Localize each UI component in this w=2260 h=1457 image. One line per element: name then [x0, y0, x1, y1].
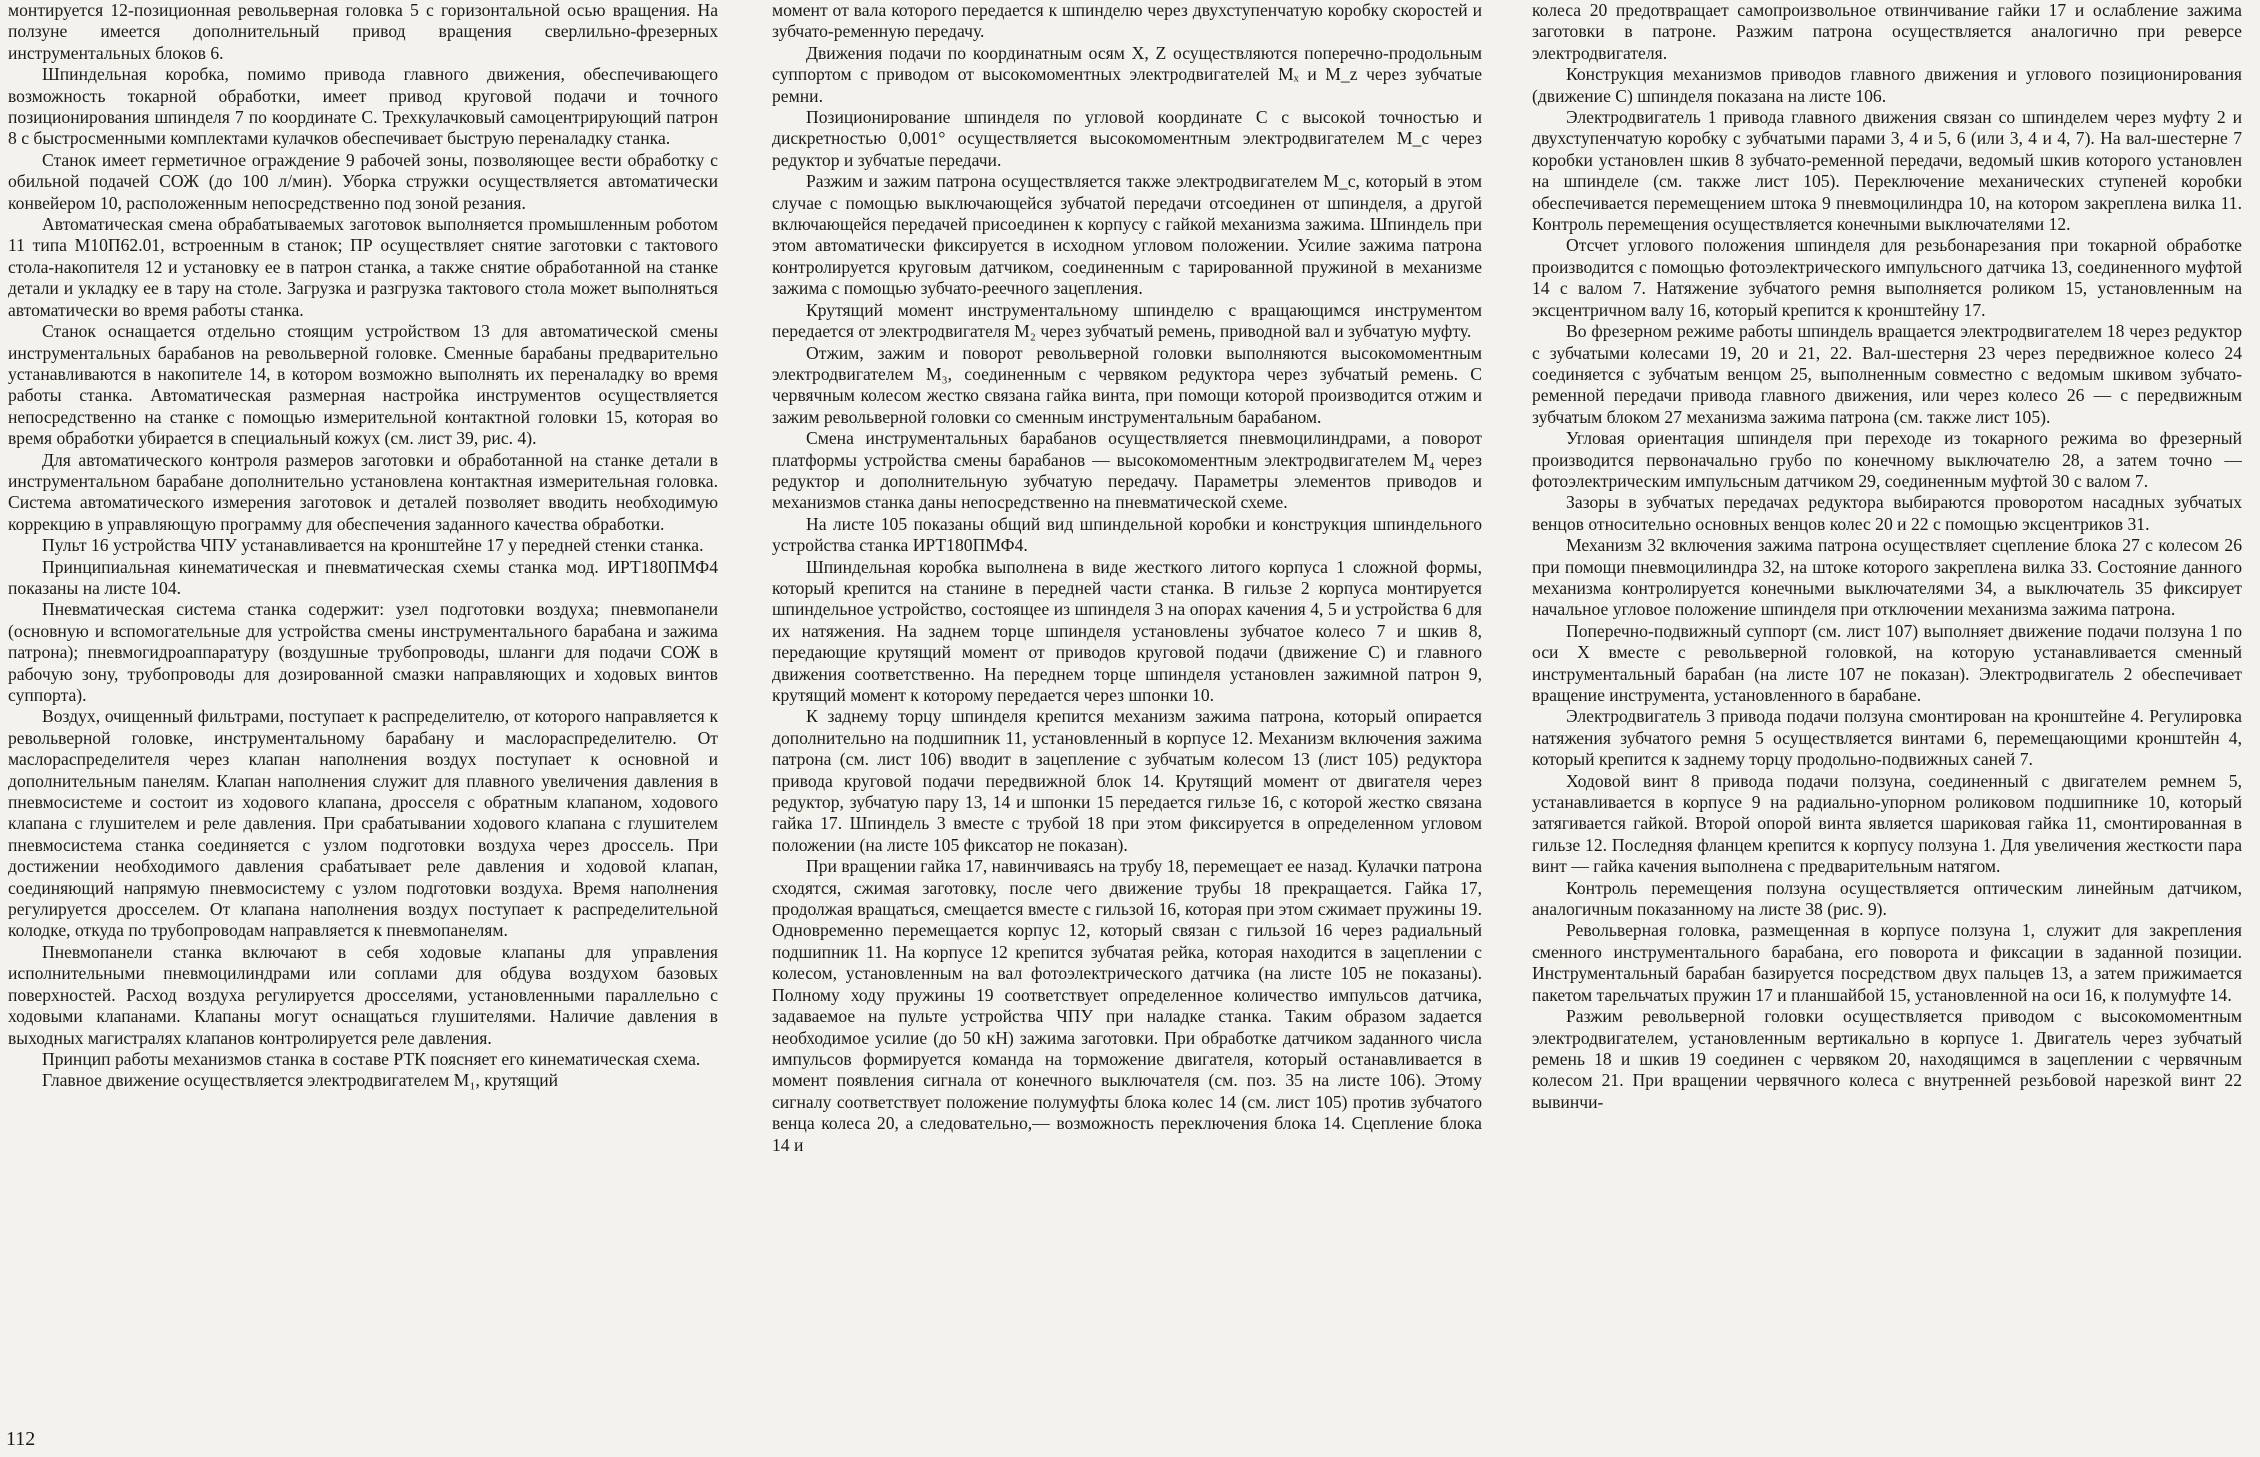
- paragraph: Во фрезерном режиме работы шпиндель вращается электродвигателем 18 через редуктор с зубчатыми колесами 19, 20 и 21, 22. Вал-шестерня 23 через передвижное колесо 24 соединяется с зубчатым венцом 25, выполненным совместно с ведомым шкивом зубчато-ременной передачи привода главного движения, или через колесо 26 — с передвижным зубчатым блоком 27 механизма зажима патрона (см. также лист 105).: [1532, 321, 2242, 427]
- paragraph: Для автоматического контроля размеров заготовки и обработанной на станке детали в инструментальном барабане дополнительно установлена контактная измерительная головка. Система автоматического измерения заготовок и деталей позволяет вводить необходимую коррекцию в управляющую программу для обеспечения заданного качества обработки.: [8, 449, 718, 534]
- paragraph: Шпиндельная коробка выполнена в виде жесткого литого корпуса 1 сложной формы, который крепится на станине в передней части станка. В гильзе 2 корпуса монтируется шпиндельное устройство, состоящее из шпинделя 3 на опорах качения 4, 5 и устройства 6 для их натяжения. На заднем торце шпинделя установлены зубчатое колесо 7 и шкив 8, передающие крутящий момент от приводов круговой подачи (движение C) и главного движения соответственно. На переднем торце шпинделя установлен зажимной патрон 9, крутящий момент к которому передается через шпонки 10.: [772, 556, 1482, 705]
- paragraph: Электродвигатель 3 привода подачи ползуна смонтирован на кронштейне 4. Регулировка натяжения зубчатого ремня 5 осуществляется винтами 6, перемещающими кронштейн 4, который крепится к заднему торцу продольно-подвижных саней 7.: [1532, 706, 2242, 770]
- paragraph: Конструкция механизмов приводов главного движения и углового позиционирования (движение C) шпинделя показана на листе 106.: [1532, 64, 2242, 106]
- paragraph: Позиционирование шпинделя по угловой координате C с высокой точностью и дискретностью 0,001° осуществляется высокомоментным электродвигателем M_c через редуктор и зубчатые передачи.: [772, 107, 1482, 170]
- paragraph: Пневматическая система станка содержит: узел подготовки воздуха; пневмопанели (основную и вспомогательные для устройства смены инструментального барабана и зажима патрона); пневмогидроаппаратуру (воздушные трубопроводы, шланги для подачи СОЖ в рабочую зону, трубопроводы для дозированной смазки направляющих и ходовых винтов суппорта).: [8, 599, 718, 705]
- paragraph: Главное движение осуществляется электродвигателем M₁, крутящий: [42, 1070, 559, 1091]
- paragraph: Станок оснащается отдельно стоящим устройством 13 для автоматической смены инструментальных барабанов на револьверной головке. Сменные барабаны предварительно устанавливаются в накопителе 14, в котором возможно выполнять их переналадку во время работы станка. Автоматическая размерная настройка инструментов осуществляется непосредственно на станке с помощью измерительной контактной головки 15, которая во время обработки убирается в специальный кожух (см. лист 39, рис. 4).: [8, 321, 718, 449]
- paragraph: Зазоры в зубчатых передачах редуктора выбираются проворотом насадных зубчатых венцов относительно основных венцов колес 20 и 22 с помощью эксцентриков 31.: [1532, 492, 2242, 534]
- text-column-middle: [772, 0, 1482, 1430]
- paragraph: монтируется 12-позиционная револьверная головка 5 с горизонтальной осью вращения. На ползуне имеется дополнительный привод вращения сверлильно-фрезерных инструментальных блоков 6.: [8, 0, 718, 63]
- paragraph: колеса 20 предотвращает самопроизвольное отвинчивание гайки 17 и ослабление зажима заготовки в патроне. Разжим патрона осуществляется аналогично при реверсе электродвигателя.: [1532, 0, 2242, 63]
- paragraph: Пульт 16 устройства ЧПУ устанавливается на кронштейне 17 у передней стенки станка.: [42, 535, 704, 556]
- paragraph: Поперечно-подвижный суппорт (см. лист 107) выполняет движение подачи ползуна 1 по оси X вместе с револьверной головкой, на которую устанавливается сменный инструментальный барабан (на листе 107 не показан). Электродвигатель 2 обеспечивает вращение инструмента, установленного в барабане.: [1532, 620, 2242, 705]
- page-number: 112: [6, 1428, 36, 1450]
- paragraph: Принцип работы механизмов станка в составе РТК поясняет его кинематическая схема.: [42, 1048, 701, 1069]
- paragraph: момент от вала которого передается к шпинделю через двухступенчатую коробку скоростей и зубчато-ременную передачу.: [772, 0, 1482, 42]
- text-column-left: [8, 0, 718, 1430]
- paragraph: Механизм 32 включения зажима патрона осуществляет сцепление блока 27 с колесом 26 при помощи пневмоцилиндра 32, на штоке которого закреплена вилка 33. Состояние данного механизма контролируется конечными выключателями 34, а выключатель 35 фиксирует начальное угловое положение шпинделя при отключении механизма зажима патрона.: [1532, 535, 2242, 620]
- paragraph: Контроль перемещения ползуна осуществляется оптическим линейным датчиком, аналогичным показанному на листе 38 (рис. 9).: [1532, 877, 2242, 920]
- paragraph: Разжим и зажим патрона осуществляется также электродвигателем M_c, который в этом случае с помощью выключающейся зубчатой передачи отсоединен от шпинделя, а другой включающейся передачей присоединен к корпусу с гайкой механизма зажима. Шпиндель при этом автоматически фиксируется в исходном угловом положении. Усилие зажима патрона контролируется круговым датчиком, соединенным с тарированной пружиной в механизме зажима с помощью зубчато-реечного зацепления.: [772, 171, 1482, 299]
- paragraph: Отжим, зажим и поворот револьверной головки выполняются высокомоментным электродвигателем M₃, соединенным с червяком редуктора через зубчатый ремень. С червячным колесом жестко связана гайка винта, при помощи которой производится отжим и зажим револьверной головки со сменным инструментальным барабаном.: [772, 342, 1482, 427]
- paragraph: Отсчет углового положения шпинделя для резьбонарезания при токарной обработке производится с помощью фотоэлектрического импульсного датчика 13, соединенного муфтой 14 с валом 7. Натяжение зубчатого ремня выполняется роликом 15, установленным на эксцентричном валу 16, который крепится к кронштейну 17.: [1532, 235, 2242, 320]
- paragraph: Револьверная головка, размещенная в корпусе ползуна 1, служит для закрепления сменного инструментального барабана, его поворота и фиксации в заданной позиции. Инструментальный барабан базируется посредством двух пальцев 13, а затем прижимается пакетом тарельчатых пружин 17 и планшайбой 15, установленной на оси 16, к полумуфте 14.: [1532, 920, 2242, 1005]
- paragraph: Станок имеет герметичное ограждение 9 рабочей зоны, позволяющее вести обработку с обильной подачей СОЖ (до 100 л/мин). Уборка стружки осуществляется автоматически конвейером 10, расположенным непосредственно под зоной резания.: [8, 149, 718, 213]
- paragraph: Крутящий момент инструментальному шпинделю с вращающимся инструментом передается от электродвигателя M₂ через зубчатый ремень, приводной вал и зубчатую муфту.: [772, 299, 1482, 342]
- paragraph: Движения подачи по координатным осям X, Z осуществляются поперечно-продольным суппортом с приводом от высокомоментных электродвигателей Mₓ и M_z через зубчатые ремни.: [772, 42, 1482, 106]
- paragraph: Ходовой винт 8 привода подачи ползуна, соединенный с двигателем ремнем 5, устанавливается в корпусе 9 на радиально-упорном роликовом подшипнике 10, который затягивается гайкой. Второй опорой винта является шариковая гайка 11, смонтированная в гильзе 12. Последняя фланцем крепится к корпусу ползуна 1. Для увеличения жесткости пара винт — гайка качения выполнена с предварительным натягом.: [1532, 770, 2242, 877]
- text-column-right: [1532, 0, 2242, 1430]
- paragraph: Угловая ориентация шпинделя при переходе из токарного режима во фрезерный производится первоначально грубо по конечному выключателю 28, а затем точно — фотоэлектрическим импульсным датчиком 29, соединенным муфтой 30 с валом 7.: [1532, 428, 2242, 491]
- paragraph: Воздух, очищенный фильтрами, поступает к распределителю, от которого направляется к револьверной головке, инструментальному барабану и маслораспределителю. От маслораспределителя через клапан наполнения воздух поступает к основной и дополнительным панелям. Клапан наполнения служит для плавного увеличения давления в пневмосистеме и состоит из ходового клапана, дросселя с обратным клапаном, ходового клапана с глушителем и реле давления. При срабатывании ходового клапана с глушителем пневмосистема станка соединяется с узлом подготовки воздуха через дроссель. При достижении необходимого давления срабатывает реле давления и ходовой клапан, соединяющий напрямую пневмосистему с узлом подготовки воздуха. Время наполнения регулируется дросселем. От клапана наполнения воздух поступает к распределительной колодке, откуда по трубопроводам направляется к пневмопанелям.: [8, 706, 718, 941]
- paragraph: Автоматическая смена обрабатываемых заготовок выполняется промышленным роботом 11 типа М10П62.01, встроенным в станок; ПР осуществляет снятие заготовки с тактового стола-накопителя 12 и установку ее в патрон станка, а также снятие обработанной на станке детали и укладку ее в тару на столе. Загрузка и разгрузка тактового стола может выполняться автоматически во время работы станка.: [8, 214, 718, 320]
- paragraph: Электродвигатель 1 привода главного движения связан со шпинделем через муфту 2 и двухступенчатую коробку с зубчатыми парами 3, 4 и 5, 6 (или 3, 4 и 4, 7). На вал-шестерне 7 коробки установлен шкив 8 зубчато-ременной передачи, ведомый шкив которого установлен на шпинделе (см. также лист 105). Переключение механических ступеней коробки обеспечивается перемещением штока 9 пневмоцилиндра 10, на котором закреплена вилка 11. Контроль перемещения осуществляется конечными выключателями 12.: [1532, 107, 2242, 235]
- paragraph: Принципиальная кинематическая и пневматическая схемы станка мод. ИРТ180ПМФ4 показаны на листе 104.: [8, 556, 718, 598]
- paragraph: Пневмопанели станка включают в себя ходовые клапаны для управления исполнительными пневмоцилиндрами или соплами для обдува воздухом базовых поверхностей. Расход воздуха регулируется дросселями, установленными параллельно с ходовыми клапанами. Клапаны могут оснащаться глушителями. Наличие давления в выходных магистралях клапанов контролируется реле давления.: [8, 941, 718, 1048]
- paragraph: Разжим револьверной головки осуществляется приводом с высокомоментным электродвигателем, установленным вертикально в корпусе 1. Двигатель через зубчатый ремень 18 и шкив 19 соединен с червяком 20, находящимся в зацеплении с червячным колесом 21. При вращении червячного колеса с внутренней резьбовой нарезкой винт 22 вывинчи-: [1532, 1006, 2242, 1112]
- paragraph: Шпиндельная коробка, помимо привода главного движения, обеспечивающего возможность токарной обработки, имеет привод круговой подачи и точного позиционирования шпинделя 7 по координате C. Трехкулачковый самоцентрирующий патрон 8 с быстросменными комплектами кулачков обеспечивает быструю переналадку станка.: [8, 64, 718, 149]
- paragraph: При вращении гайка 17, навинчиваясь на трубу 18, перемещает ее назад. Кулачки патрона сходятся, сжимая заготовку, после чего движение трубы 18 прекращается. Гайка 17, продолжая вращаться, смещается вместе с гильзой 16, которая при этом сжимает пружины 19. Одновременно перемещается корпус 12, который связан с гильзой 16 через радиальный подшипник 11. На корпусе 12 крепится зубчатая рейка, которая находится в зацеплении с колесом, установленным на вал фотоэлектрического датчика (на листе 105 не показаны). Полному ходу пружины 19 соответствует определенное количество импульсов датчика, задаваемое на пульте устройства ЧПУ при наладке станка. Таким образом задается необходимое усилие (до 50 кН) зажима заготовки. При обработке датчиком заданного числа импульсов формируется команда на торможение двигателя, который останавливается в момент появления сигнала от конечного выключателя (см. поз. 35 на листе 106). Этому сигналу соответствует положение полумуфты блока колес 14 (см. лист 105) против зубчатого венца колеса 20, а следовательно,— возможность переключения блока 14. Сцепление блока 14 и: [772, 856, 1482, 1155]
- paragraph: Смена инструментальных барабанов осуществляется пневмоцилиндрами, а поворот платформы устройства смены барабанов — высокомоментным электродвигателем M₄ через редуктор и дополнительную зубчатую передачу. Параметры элементов приводов и механизмов станка даны непосредственно на пневматической схеме.: [772, 428, 1482, 513]
- paragraph: На листе 105 показаны общий вид шпиндельной коробки и конструкция шпиндельного устройства станка ИРТ180ПМФ4.: [772, 513, 1482, 556]
- paragraph: К заднему торцу шпинделя крепится механизм зажима патрона, который опирается дополнительно на подшипник 11, установленный в корпусе 12. Механизм включения зажима патрона (см. лист 106) вводит в зацепление с зубчатым колесом 13 (лист 105) редуктора привода круговой подачи передвижной блок 14. Крутящий момент от двигателя через редуктор, зубчатую пару 13, 14 и шпонки 15 передается гильзе 16, с которой жестко связана гайка 17. Шпиндель 3 вместе с трубой 18 при этом фиксируется в определенном угловом положении (на листе 105 фиксатор не показан).: [772, 706, 1482, 855]
